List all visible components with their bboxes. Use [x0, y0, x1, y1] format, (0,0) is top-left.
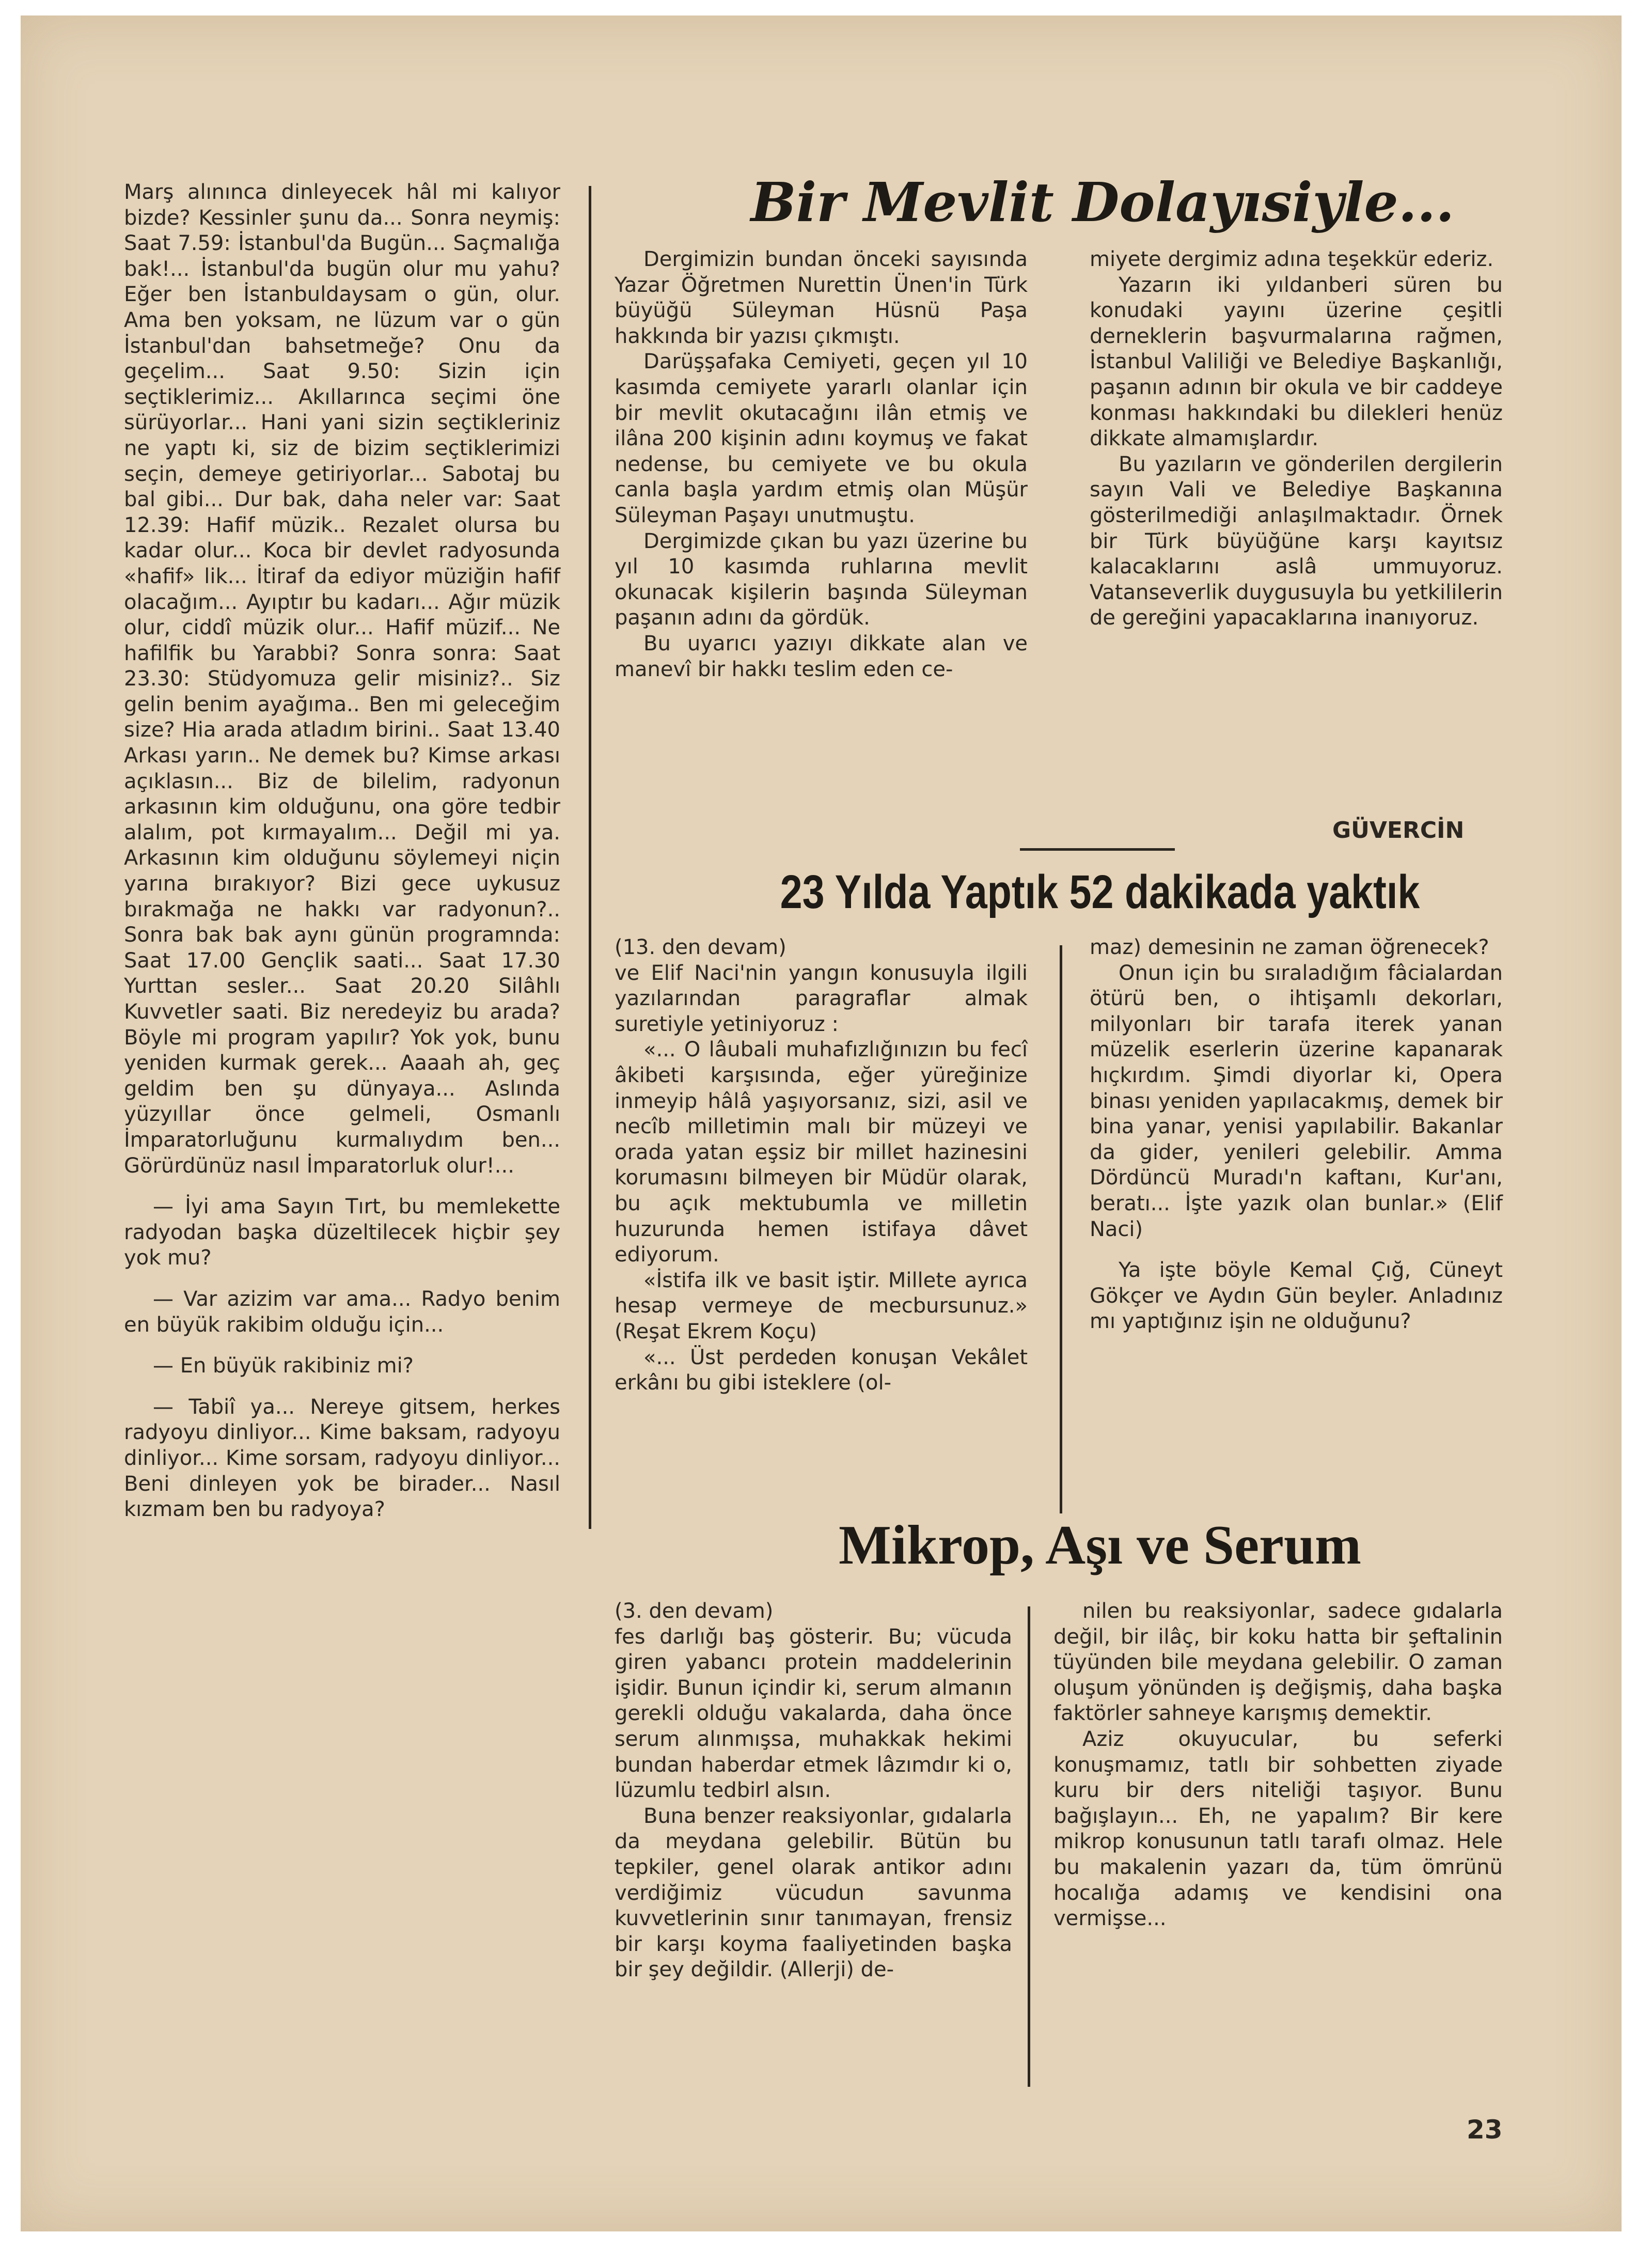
author-signature: GÜVERCİN [1332, 817, 1465, 844]
continued-note: (13. den devam) [615, 935, 786, 959]
article2-column1 [615, 935, 1028, 1396]
magazine-page [21, 15, 1622, 2231]
left-column [124, 180, 560, 1523]
section-divider [1020, 848, 1175, 851]
page-number: 23 [1467, 2115, 1503, 2145]
article-paragraph: Bu yazıların ve gönderilen dergilerin sayın Vali ve Belediye Başkanına gösterilmediği anlaşılmaktadır. Örnek bir Türk büyüğüne karşı kayıtsız kalacaklarını aslâ ummuyoruz. Vatanseverlik duygusuyla bu yetkililerin de gereğini yapacaklarına inanıyoruz. [1090, 452, 1503, 630]
left-paragraph: Marş alınınca dinleyecek hâl mi kalıyor bizde? Kessinler şunu da... Sonra neymiş: Saat 7.59: İstanbul'da Bugün... Saçmalığa bak!... İstanbul'da bugün olur mu yahu? Eğer ben İstanbuldaysam o gün, olur. Ama ben yoksam, ne lüzum var o gün İstanbul'dan bahsetmeğe? Onu da geçelim... Saat 9.50: Sizin için seçtiklerimiz... Akıllarınca seçimi öne sürüyorlar... Hani yani sizin seçtikleriniz ne yaptı ki, siz de bizim seçtiklerimizi seçin, demeye getiriyorlar... Sabotaj bu bal gibi... Dur bak, daha neler var: Saat 12.39: Hafif müzik.. Rezalet olursa bu kadar olur... Koca bir devlet radyosunda «hafif» lik... İtiraf da ediyor müziğin hafif olacağım... Ayıptır bu kadarı... Ağır müzik olur, ciddî müzik olur... Hafif müzif... Ne hafilfik bu Yarabbi? Sonra sonra: Saat 23.30: Stüdyomuza gelir misiniz?.. Siz gelin benim ayağıma.. Ben mi geleceğim size? Hia arada atladım birini.. Saat 13.40 Arkası yarın.. Ne demek bu? Kimse arkası açıklasın... Biz de bilelim, radyonun arkasının kim olduğunu, ona göre tedbir alalım, pot kırmayalım... Değil mi ya. Arkasının kim olduğunu söylemeyi niçin yarına bırakıyor? Bizi gece uykusuz bırakmağa ne hakkı var radyonun?.. Sonra bak bak aynı günün programnda: Saat 17.00 Gençlik saati... Saat 17.30 Yurttan sesler... Saat 20.20 Silâhlı Kuvvetler saati. Biz neredeyiz bu arada? Böyle mi program yapılır? Yok yok, bunu yeniden kurmak gerek... Aaaah ah, geç geldim ben şu dünyaya... Aslında yüzyıllar önce gelmeli, Osmanlı İmparatorluğunu kurmalıydım ben... Görürdünüz nasıl İmparatorluk olur!... [124, 180, 560, 1178]
article-paragraph: maz) demesinin ne zaman öğrenecek? [1090, 935, 1489, 959]
article-title: Mikrop, Aşı ve Serum [838, 1514, 1362, 1576]
article2-column2 [1090, 935, 1503, 1335]
article-title: 23 Yılda Yaptık 52 dakikada yaktık [780, 866, 1420, 918]
article3-column1 [615, 1599, 1012, 1983]
article-paragraph: Ya işte böyle Kemal Çığ, Cüneyt Gökçer ve Aydın Gün beyler. Anladınız mı yaptığınız işin ne olduğunu? [1090, 1258, 1503, 1334]
continued-note: (3. den devam) [615, 1599, 774, 1623]
column-divider [1060, 945, 1062, 1513]
article-paragraph: Dergimizde çıkan bu yazı üzerine bu yıl 10 kasımda ruhlarına mevlit okunacak kişilerin başında Süleyman paşanın adını da gördük. [615, 529, 1028, 630]
article-paragraph: fes darlığı baş gösterir. Bu; vücuda giren yabancı protein maddelerinin işidir. Bunun içindir ki, serum almanın gerekli olduğu vakalarda, daha önce serum alınmışsa, muhakkak hekimi bundan haberdar etmek lâzımdır ki o, lüzumlu tedbirl alsın. [615, 1625, 1012, 1803]
column-divider [1028, 1606, 1030, 2087]
article-paragraph: Onun için bu sıraladığım fâcialardan ötürü ben, o ihtişamlı dekorları, milyonları bir tarafa iterek yanan müzelik eserlerin üzerine kapanarak hıçkırdım. Şimdi diyorlar ki, Opera binası yeniden yapılacakmış, demek bir bina yanar, yenisi yapılabilir. Bakanlar da gider, yenileri gelebilir. Amma Dördüncü Muradı'n kaftanı, Kur'anı, beratı... İşte yazık olan bunlar.» (Elif Naci) [1090, 961, 1503, 1241]
article-paragraph: «... Üst perdeden konuşan Vekâlet erkânı bu gibi isteklere (ol- [615, 1345, 1028, 1395]
article1-column1 [615, 247, 1028, 682]
article-paragraph: «İstifa ilk ve basit iştir. Millete ayrıca hesap vermeye de mecbursunuz.» (Reşat Ekrem Koçu) [615, 1268, 1028, 1344]
article1-column2 [1090, 247, 1503, 631]
article-paragraph: Bu uyarıcı yazıyı dikkate alan ve manevî bir hakkı teslim eden ce- [615, 631, 1028, 681]
article-paragraph: «... O lâubali muhafızlığınızın bu fecî âkibeti karşısında, eğer yüreğinize inmeyip hâlâ yaşıyorsanız, sizi, asil ve necîb milletimin malı bir müzeyi ve orada yatan eşsiz bir millet hazinesini korumasını bilmeyen bir Müdür olarak, bu açık mektubumla ve milletin huzurunda hemen istifaya dâvet ediyorum. [615, 1038, 1028, 1267]
article-paragraph: Darüşşafaka Cemiyeti, geçen yıl 10 kasımda cemiyete yararlı olanlar için bir mevlit okutacağını ilân etmiş ve ilâna 200 kişinin adını koymuş ve fakat nedense, bu cemiyete ve bu okula canla başla yardım etmiş olan Müşür Süleyman Paşayı unutmuştu. [615, 350, 1028, 527]
left-paragraph: — En büyük rakibiniz mi? [153, 1354, 414, 1378]
article-title: Bir Mevlit Dolayısiyle... [750, 170, 1455, 234]
article-paragraph: Yazarın iki yıldanberi süren bu konudaki yayını üzerine çeşitli derneklerin başvurmalarına rağmen, İstanbul Valiliği ve Belediye Başkanlığı, paşanın adının bir okula ve bir caddeye konması hakkındaki bu dilekleri henüz dikkate almamışlardır. [1090, 273, 1503, 451]
left-paragraph: — Tabiî ya... Nereye gitsem, herkes radyoyu dinliyor... Kime baksam, radyoyu dinliyor... Kime sorsam, radyoyu dinliyor... Beni dinleyen yok be birader... Nasıl kızmam ben bu radyoya? [124, 1395, 560, 1522]
article-paragraph: miyete dergimiz adına teşekkür ederiz. [1090, 247, 1494, 271]
article-paragraph: Buna benzer reaksiyonlar, gıdalarla da meydana gelebilir. Bütün bu tepkiler, genel olarak antikor adını verdiğimiz vücudun savunma kuvvetlerinin sınır tanımayan, frensiz bir karşı koyma faaliyetinden başka bir şey değildir. (Allerji) de- [615, 1804, 1012, 1982]
article-paragraph: nilen bu reaksiyonlar, sadece gıdalarla değil, bir ilâç, bir koku hatta bir şeftalinin tüyünden bile meydana gelebilir. O zaman oluşum yönünden iş değişmiş, daha başka faktörler sahneye karışmış demektir. [1053, 1599, 1503, 1726]
article-paragraph: Dergimizin bundan önceki sayısında Yazar Öğretmen Nurettin Ünen'in Türk büyüğü Süleyman Hüsnü Paşa hakkında bir yazısı çıkmıştı. [615, 247, 1028, 348]
article-paragraph: Aziz okuyucular, bu seferki konuşmamız, tatlı bir sohbetten ziyade kuru bir ders niteliği taşıyor. Bunu bağışlayın... Eh, ne yapalım? Bir kere mikrop konusunun tatlı tarafı olmaz. Hele bu makalenin yazarı da, tüm ömrünü hocalığa adamış ve kendisini ona vermişse... [1053, 1727, 1503, 1931]
left-paragraph: — İyi ama Sayın Tırt, bu memlekette radyodan başka düzeltilecek hiçbir şey yok mu? [124, 1195, 560, 1270]
article-paragraph: ve Elif Naci'nin yangın konusuyla ilgili yazılarından paragraflar almak suretiyle yetiniyoruz : [615, 961, 1028, 1036]
column-divider [589, 186, 591, 1529]
left-paragraph: — Var azizim var ama... Radyo benim en büyük rakibim olduğu için... [124, 1287, 560, 1337]
article3-column2 [1053, 1599, 1503, 1932]
